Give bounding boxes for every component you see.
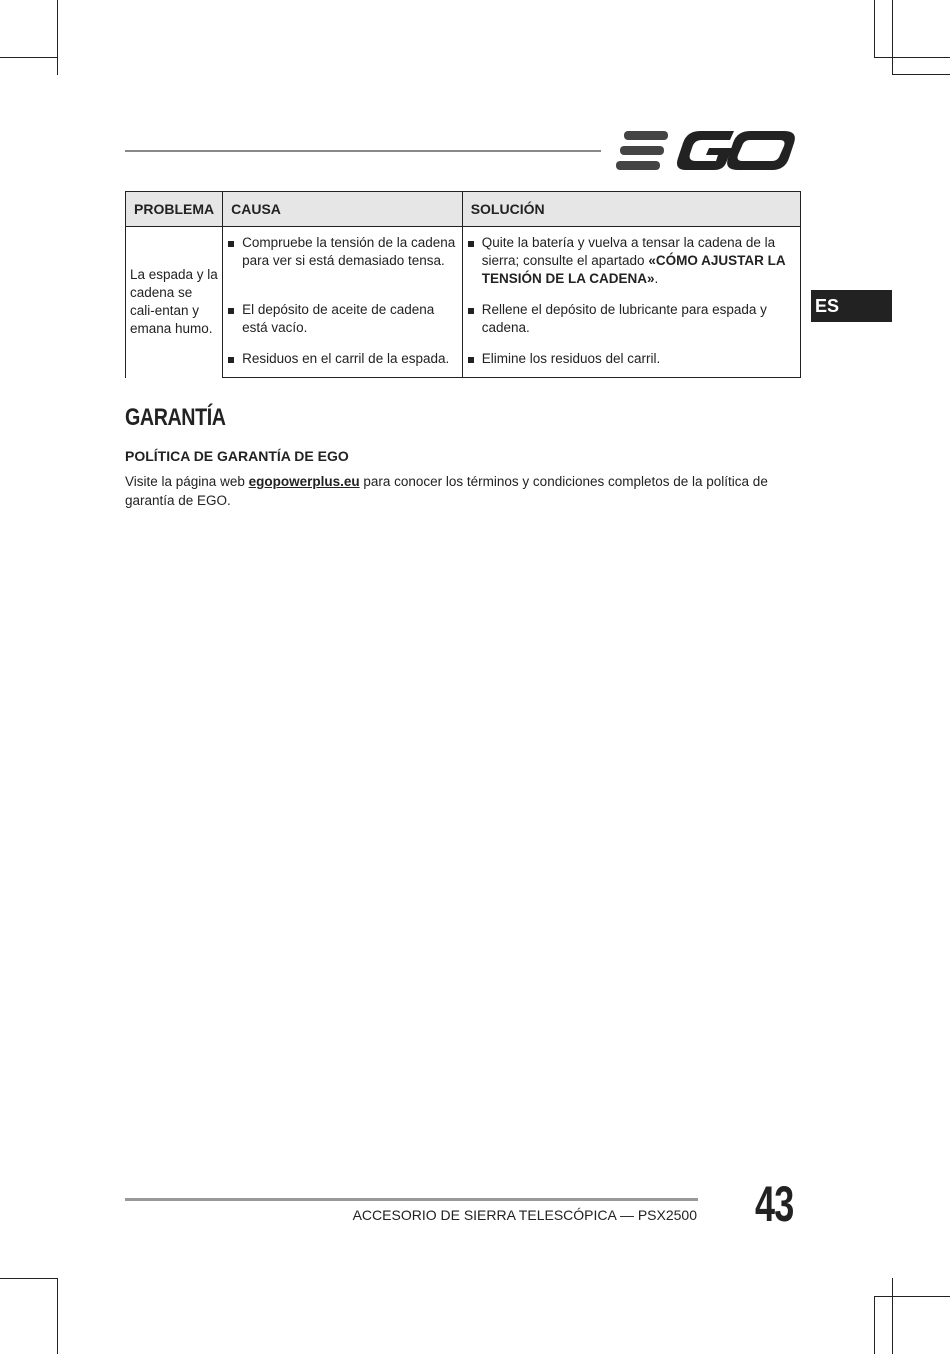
solution-suffix: . — [654, 271, 659, 286]
solution-reference: «CÓMO AJUSTAR LA TENSIÓN DE LA CADENA» — [481, 253, 786, 286]
table-row — [126, 294, 801, 343]
solution-text: Rellene el depósito de lubricante para espada y cadena. — [481, 302, 767, 335]
bullet-icon — [468, 308, 474, 314]
table-row — [126, 343, 801, 378]
cause-text: Compruebe la tensión de la cadena para ver si está demasiado tensa. — [242, 235, 456, 268]
solution-text: Elimine los residuos del carril. — [481, 351, 661, 366]
cause-cell — [223, 294, 463, 343]
crop-mark — [892, 74, 950, 75]
cause-cell — [223, 227, 463, 295]
column-header-problem: PROBLEMA — [126, 192, 223, 227]
cause-text: El depósito de aceite de cadena está vacío. — [242, 302, 435, 335]
column-header-solution: SOLUCIÓN — [462, 192, 800, 227]
solution-cell — [462, 294, 800, 343]
section-heading: GARANTÍA — [125, 404, 226, 431]
bullet-icon — [228, 357, 234, 363]
header-rule — [125, 150, 601, 152]
crop-mark — [0, 57, 58, 58]
cause-text: Residuos en el carril de la espada. — [242, 351, 450, 366]
language-tab: ES — [811, 290, 892, 322]
crop-mark — [874, 1296, 875, 1354]
crop-mark — [874, 1296, 950, 1297]
table-row — [126, 227, 801, 295]
solution-text: Quite la batería y vuelva a tensar la cadena de la sierra; consulte el apartado — [481, 235, 776, 268]
warranty-paragraph — [125, 472, 801, 510]
bullet-icon — [468, 241, 474, 247]
solution-cell — [462, 343, 800, 378]
crop-mark — [892, 0, 893, 75]
bullet-icon — [468, 357, 474, 363]
problem-cell: La espada y la cadena se cali-entan y emana humo. — [126, 227, 223, 378]
warranty-link[interactable]: egopowerplus.eu — [248, 474, 360, 489]
crop-mark — [0, 1278, 58, 1279]
footer-title: ACCESORIO DE SIERRA TELESCÓPICA — PSX2500 — [352, 1207, 697, 1223]
cause-cell — [223, 343, 463, 378]
crop-mark — [892, 1278, 893, 1296]
crop-mark — [57, 1278, 58, 1354]
crop-mark — [874, 0, 875, 58]
troubleshooting-table — [125, 191, 801, 378]
solution-cell — [462, 227, 800, 295]
footer-rule — [125, 1198, 698, 1201]
ego-logo — [616, 129, 800, 173]
bullet-icon — [228, 308, 234, 314]
paragraph-text: Visite la página web — [125, 474, 249, 489]
crop-mark — [874, 57, 950, 58]
crop-mark — [57, 0, 58, 75]
subsection-heading: POLÍTICA DE GARANTÍA DE EGO — [125, 448, 349, 464]
column-header-cause: CAUSA — [223, 192, 463, 227]
paragraph-text: para conocer los términos y condiciones completos de la política de garantía de EGO. — [125, 474, 768, 508]
crop-mark — [892, 1296, 893, 1354]
page-number: 43 — [755, 1176, 794, 1232]
bullet-icon — [228, 241, 234, 247]
